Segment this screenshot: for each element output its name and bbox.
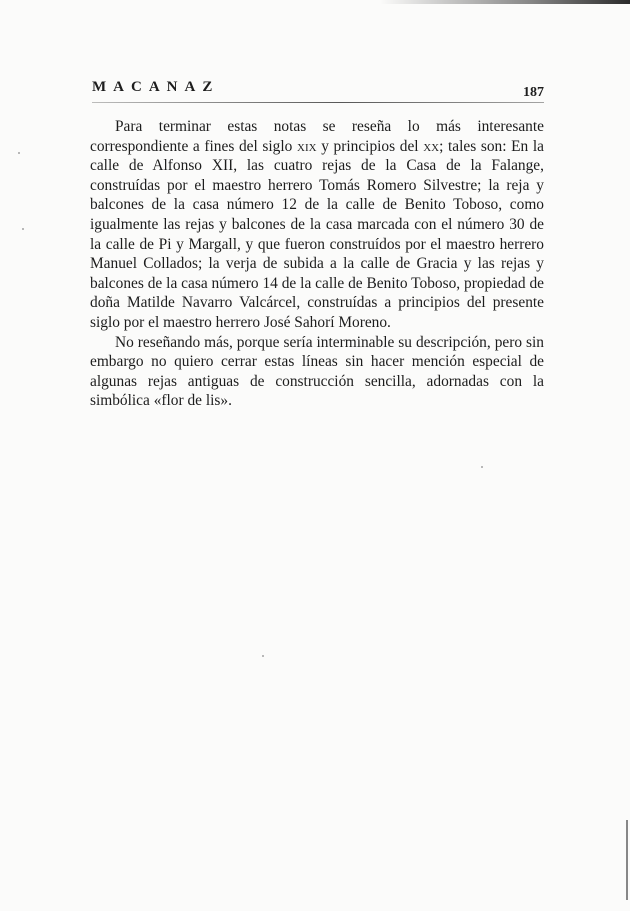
page-header: [92, 79, 544, 103]
running-head: MACANAZ: [92, 79, 220, 95]
scan-speck: [22, 228, 24, 230]
paragraph-text: y principios del: [316, 137, 424, 155]
body-text: [90, 117, 544, 411]
paragraph-text: Para terminar estas notas se reseña lo más interesante correspondiente a fines del siglo: [90, 118, 544, 155]
paragraph-text: ; tales son: En la calle de Alfonso XII, las cuatro rejas de la Casa de la Falange, construídas por el maestro herrero Tomás Romero Silvestre; la reja y balcones de la casa número 12 de la calle de Benito Toboso, como igualmente las rejas y balcones de la casa marcada con el número 30 de la calle de Pi y Margall, y que fueron construídos por el maestro herrero Manuel Collados; la verja de subida a la calle de Gracia y las rejas y balcones de la casa número 14 de la calle de Benito Toboso, propiedad de doña Matilde Navarro Valcárcel, construídas a principios del presente siglo por el maestro herrero José Sahorí Moreno.: [90, 137, 545, 331]
scan-speck: [481, 466, 483, 468]
century-numeral: xix: [297, 137, 317, 155]
scan-edge-top: [380, 0, 630, 4]
paragraph: No reseñando más, porque sería interminable su descripción, pero sin embargo no quiero cerrar estas líneas sin hacer mención especial de algunas rejas antiguas de construcción sencilla, adornadas con la simbólica «flor de lis».: [90, 333, 544, 410]
scan-speck: [18, 152, 20, 154]
century-numeral: xx: [423, 137, 440, 155]
header-rule: [92, 102, 544, 103]
scan-speck: [262, 655, 264, 657]
paragraph: [90, 117, 544, 333]
scan-edge-right: [626, 820, 628, 900]
page-number: 187: [523, 85, 544, 100]
